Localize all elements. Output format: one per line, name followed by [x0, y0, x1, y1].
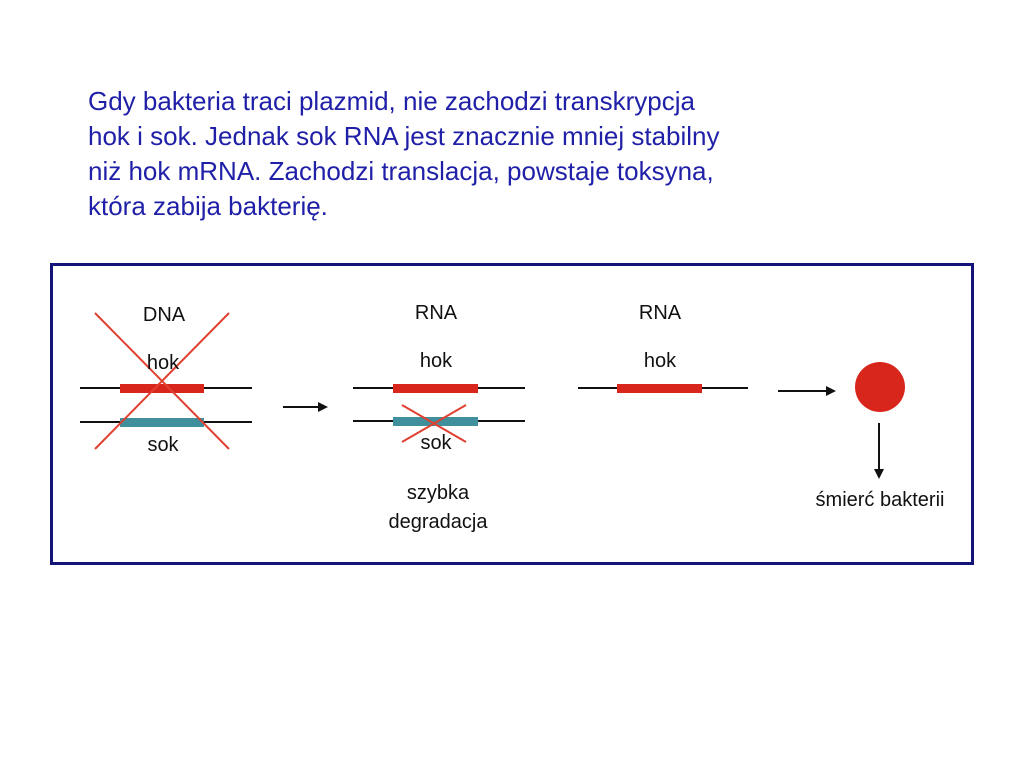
dna-title: DNA	[142, 304, 186, 326]
rna3-hok-label: hok	[643, 350, 677, 372]
rna3-title: RNA	[638, 302, 682, 324]
rna2-sok-label: sok	[420, 432, 452, 454]
rna2-hok-transcript	[393, 384, 478, 393]
dna-hok-gene	[120, 384, 204, 393]
bacteria-death-label: śmierć bakterii	[815, 489, 945, 511]
rna3-hok-transcript	[617, 384, 702, 393]
rna2-title: RNA	[414, 302, 458, 324]
intro-line-2: hok i sok. Jednak sok RNA jest znacznie mniej stabilny	[88, 121, 720, 151]
degradation-note-line1: szybka	[406, 482, 470, 504]
intro-line-3: niż hok mRNA. Zachodzi translacja, powstaje toksyna,	[88, 156, 714, 186]
rna2-hok-label: hok	[419, 350, 453, 372]
dna-sok-gene	[120, 418, 204, 427]
dna-hok-label: hok	[146, 352, 180, 374]
toxin-circle	[855, 362, 905, 412]
degradation-note-line2: degradacja	[388, 511, 488, 533]
intro-line-4: która zabija bakterię.	[88, 191, 328, 221]
dna-sok-label: sok	[147, 434, 179, 456]
intro-line-1: Gdy bakteria traci plazmid, nie zachodzi transkrypcja	[88, 86, 695, 116]
